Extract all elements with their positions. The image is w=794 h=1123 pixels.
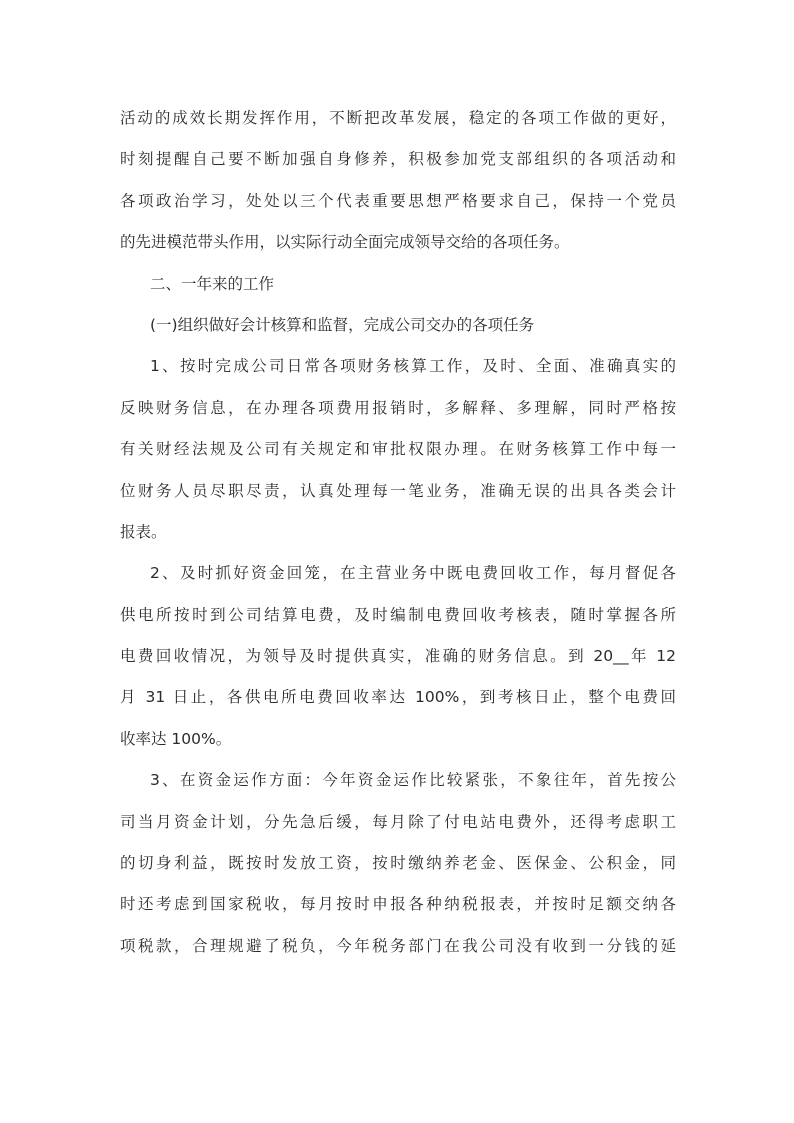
text-line: 时还考虑到国家税收，每月按时申报各种纳税报表，并按时足额交纳各 xyxy=(120,895,676,914)
text-line: 月 31 日止，各供电所电费回收率达 100%，到考核日止，整个电费回 xyxy=(120,688,676,707)
text-line: 时刻提醒自己要不断加强自身修养，积极参加党支部组织的各项活动和 xyxy=(120,150,676,169)
text-line: 电费回收情况，为领导及时提供真实，准确的财务信息。到 20__年 12 xyxy=(120,647,676,666)
text-line: 位财务人员尽职尽责，认真处理每一笔业务，准确无误的出具各类会计 xyxy=(120,481,676,500)
text-line: 报表。 xyxy=(120,522,167,541)
text-line: 各项政治学习，处处以三个代表重要思想严格要求自己，保持一个党员 xyxy=(120,191,676,210)
paragraph-3-line: 3、在资金运作方面：今年资金运作比较紧张，不象往年，首先按公 xyxy=(150,771,676,790)
paragraph-1-line: 1、按时完成公司日常各项财务核算工作，及时、全面、准确真实的 xyxy=(150,357,676,376)
text-line: 的切身利益，既按时发放工资，按时缴纳养老金、医保金、公积金，同 xyxy=(120,854,676,873)
text-line: 供电所按时到公司结算电费，及时编制电费回收考核表，随时掌握各所 xyxy=(120,605,676,624)
text-line: 收率达 100%。 xyxy=(120,729,232,748)
text-line: 项税款，合理规避了税负，今年税务部门在我公司没有收到一分钱的延 xyxy=(120,936,676,955)
text-line: 有关财经法规及公司有关规定和审批权限办理。在财务核算工作中每一 xyxy=(120,440,676,459)
text-line: 的先进模范带头作用，以实际行动全面完成领导交给的各项任务。 xyxy=(120,233,570,252)
text-line: 反映财务信息，在办理各项费用报销时，多解释、多理解，同时严格按 xyxy=(120,398,676,417)
body-text xyxy=(120,98,676,967)
subsection-heading: (一)组织做好会计核算和监督，完成公司交办的各项任务 xyxy=(150,315,535,334)
paragraph-2-line: 2、及时抓好资金回笼，在主营业务中既电费回收工作，每月督促各 xyxy=(150,564,676,583)
section-heading: 二、一年来的工作 xyxy=(150,274,275,293)
text-line: 活动的成效长期发挥作用，不断把改革发展，稳定的各项工作做的更好， xyxy=(120,109,676,127)
text-line: 司当月资金计划，分先急后缓，每月除了付电站电费外，还得考虑职工 xyxy=(120,812,676,831)
